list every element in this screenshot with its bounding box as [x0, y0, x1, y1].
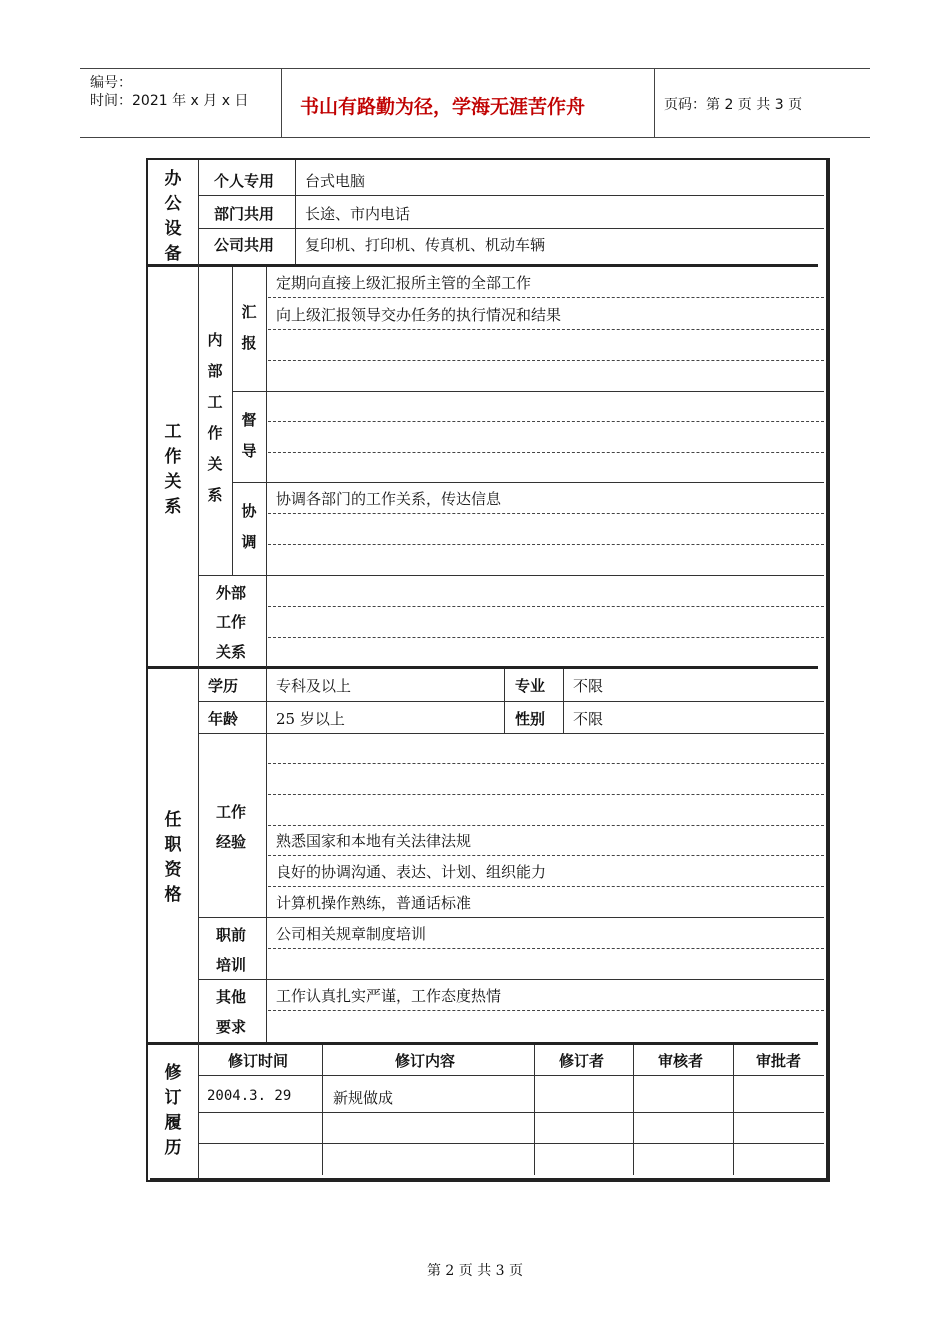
equipment-value-personal: 台式电脑 [305, 172, 366, 190]
label-experience-1: 工作 [216, 803, 247, 821]
label-gender: 性别 [515, 710, 546, 728]
section-divider [148, 666, 818, 669]
header-divider [654, 69, 655, 137]
coordinate-line-1: 协调各部门的工作关系，传达信息 [276, 490, 502, 508]
section-title-office-equipment: 办 公 设 备 [164, 169, 182, 264]
label-coordinate: 协 调 [241, 502, 257, 551]
report-line-1: 定期向直接上级汇报所主管的全部工作 [276, 274, 532, 292]
experience-line-2: 良好的协调沟通、表达、计划、组织能力 [276, 863, 547, 881]
label-education: 学历 [208, 677, 239, 695]
equipment-label-personal: 个人专用 [214, 172, 275, 190]
header-slogan: 书山有路勤为径，学海无涯苦作舟 [300, 96, 586, 118]
label-other-1: 其他 [216, 988, 247, 1006]
document-number-label: 编号： [90, 75, 132, 91]
value-training: 公司相关规章制度培训 [276, 925, 427, 943]
label-external-3: 关系 [216, 643, 247, 661]
equipment-label-department: 部门共用 [214, 205, 275, 223]
header-divider [281, 69, 282, 137]
revision-row-1-time: 2004.3. 29 [207, 1088, 292, 1104]
label-report: 汇 报 [241, 303, 257, 352]
document-time-label: 时间：2021 年 x 月 x 日 [90, 93, 249, 109]
report-line-2: 向上级汇报领导交办任务的执行情况和结果 [276, 306, 562, 324]
page-indicator: 页码：第 2 页 共 3 页 [664, 97, 803, 113]
page-header [80, 68, 870, 138]
label-training-2: 培训 [216, 956, 247, 974]
label-training-1: 职前 [216, 926, 247, 944]
equipment-label-company: 公司共用 [214, 236, 275, 254]
value-education: 专科及以上 [276, 677, 352, 695]
section-title-work-relations: 工 作 关 系 [164, 422, 182, 517]
label-other-2: 要求 [216, 1018, 247, 1036]
label-age: 年龄 [208, 710, 239, 728]
revision-header-time: 修订时间 [228, 1052, 289, 1070]
revision-header-reviewer: 审核者 [658, 1052, 704, 1070]
section-divider [148, 1042, 818, 1045]
experience-line-1: 熟悉国家和本地有关法律法规 [276, 832, 472, 850]
revision-header-approver: 审批者 [756, 1052, 802, 1070]
equipment-value-department: 长途、市内电话 [305, 205, 411, 223]
value-gender: 不限 [573, 710, 604, 728]
value-major: 不限 [573, 677, 604, 695]
revision-header-content: 修订内容 [395, 1052, 456, 1070]
revision-row-1-content: 新规做成 [333, 1089, 394, 1107]
value-other: 工作认真扎实严谨，工作态度热情 [276, 987, 502, 1005]
label-experience-2: 经验 [216, 833, 247, 851]
label-internal-relations: 内 部 工 作 关 系 [207, 331, 223, 504]
section-title-qualifications: 任 职 资 格 [164, 810, 182, 905]
label-supervise: 督 导 [241, 411, 257, 460]
revision-header-reviser: 修订者 [559, 1052, 605, 1070]
equipment-value-company: 复印机、打印机、传真机、机动车辆 [305, 236, 546, 254]
label-major: 专业 [515, 677, 546, 695]
page-footer: 第 2 页 共 3 页 [426, 1263, 524, 1279]
label-external-2: 工作 [216, 613, 247, 631]
value-age: 25 岁以上 [276, 710, 345, 728]
section-title-revision-history: 修 订 履 历 [164, 1063, 182, 1158]
experience-line-3: 计算机操作熟练，普通话标准 [276, 894, 472, 912]
section-divider [148, 264, 818, 267]
label-external-1: 外部 [216, 584, 247, 602]
